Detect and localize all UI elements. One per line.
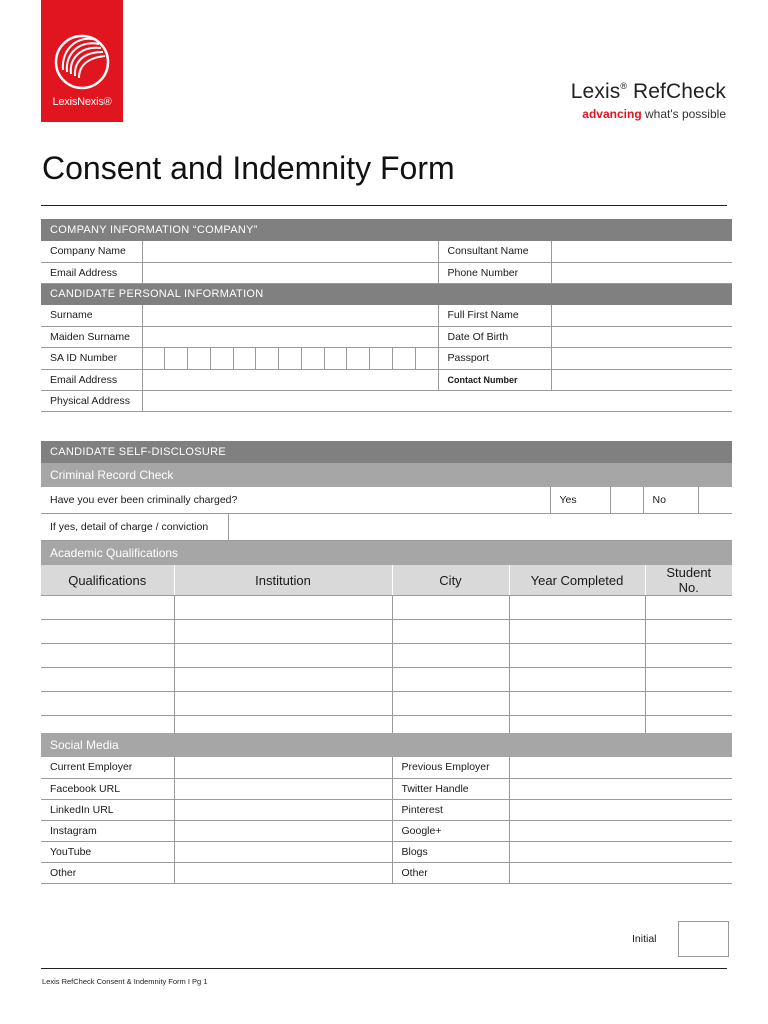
year-cell[interactable] [509, 620, 645, 644]
student-no-cell[interactable] [645, 668, 732, 692]
title-divider [41, 205, 727, 206]
first-name-label: Full First Name [438, 305, 551, 326]
pinterest-field[interactable] [509, 799, 732, 820]
blogs-field[interactable] [509, 841, 732, 862]
yes-checkbox[interactable] [610, 487, 643, 513]
footer-divider [41, 968, 727, 969]
passport-label: Passport [438, 347, 551, 369]
academic-table [41, 541, 732, 740]
company-name-field[interactable] [142, 241, 438, 262]
other-field-left[interactable] [174, 862, 392, 883]
maiden-surname-label: Maiden Surname [41, 326, 142, 347]
criminal-record-header: Criminal Record Check [41, 463, 732, 487]
qualification-cell[interactable] [41, 596, 174, 620]
consultant-name-field[interactable] [551, 241, 732, 262]
city-cell[interactable] [392, 644, 509, 668]
company-email-field[interactable] [142, 262, 438, 283]
col-student-no: Student No. [645, 565, 732, 596]
google-plus-field[interactable] [509, 820, 732, 841]
year-cell[interactable] [509, 596, 645, 620]
twitter-handle-label: Twitter Handle [392, 778, 509, 799]
institution-cell[interactable] [174, 620, 392, 644]
qualification-cell[interactable] [41, 668, 174, 692]
charge-detail-field[interactable] [228, 513, 732, 540]
col-qualifications: Qualifications [41, 565, 174, 596]
previous-employer-field[interactable] [509, 757, 732, 778]
logo-text: LexisNexis® [52, 96, 112, 108]
contact-number-field[interactable] [551, 369, 732, 390]
student-no-cell[interactable] [645, 644, 732, 668]
brand-tagline: advancing what's possible [582, 107, 726, 121]
sa-id-digit-boxes[interactable] [143, 348, 438, 369]
city-cell[interactable] [392, 668, 509, 692]
lexisnexis-emblem-icon [53, 30, 111, 92]
table-row [41, 596, 732, 620]
qualification-cell[interactable] [41, 644, 174, 668]
table-row [41, 644, 732, 668]
social-media-table [41, 733, 732, 884]
lexisnexis-logo [41, 0, 123, 122]
col-city: City [392, 565, 509, 596]
instagram-label: Instagram [41, 820, 174, 841]
no-label: No [643, 487, 698, 513]
consultant-name-label: Consultant Name [438, 241, 551, 262]
linkedin-url-field[interactable] [174, 799, 392, 820]
current-employer-field[interactable] [174, 757, 392, 778]
facebook-url-field[interactable] [174, 778, 392, 799]
dob-field[interactable] [551, 326, 732, 347]
sa-id-field[interactable] [142, 347, 438, 369]
maiden-surname-field[interactable] [142, 326, 438, 347]
student-no-cell[interactable] [645, 620, 732, 644]
page-title: Consent and Indemnity Form [42, 150, 455, 186]
youtube-label: YouTube [41, 841, 174, 862]
linkedin-url-label: LinkedIn URL [41, 799, 174, 820]
pinterest-label: Pinterest [392, 799, 509, 820]
institution-cell[interactable] [174, 596, 392, 620]
city-cell[interactable] [392, 620, 509, 644]
phone-number-field[interactable] [551, 262, 732, 283]
col-institution: Institution [174, 565, 392, 596]
blogs-label: Blogs [392, 841, 509, 862]
other-label-right: Other [392, 862, 509, 883]
student-no-cell[interactable] [645, 692, 732, 716]
company-name-label: Company Name [41, 241, 142, 262]
year-cell[interactable] [509, 668, 645, 692]
social-media-header: Social Media [41, 733, 732, 757]
candidate-email-label: Email Address [41, 369, 142, 390]
col-year-completed: Year Completed [509, 565, 645, 596]
sa-id-label: SA ID Number [41, 347, 142, 369]
facebook-url-label: Facebook URL [41, 778, 174, 799]
dob-label: Date Of Birth [438, 326, 551, 347]
institution-cell[interactable] [174, 692, 392, 716]
yes-label: Yes [550, 487, 610, 513]
institution-cell[interactable] [174, 644, 392, 668]
twitter-handle-field[interactable] [509, 778, 732, 799]
candidate-section-header: CANDIDATE PERSONAL INFORMATION [41, 283, 732, 305]
table-row [41, 668, 732, 692]
contact-number-label: Contact Number [438, 369, 551, 390]
qualification-cell[interactable] [41, 620, 174, 644]
physical-address-label: Physical Address [41, 390, 142, 411]
criminal-question-label: Have you ever been criminally charged? [41, 487, 550, 513]
surname-field[interactable] [142, 305, 438, 326]
company-email-label: Email Address [41, 262, 142, 283]
city-cell[interactable] [392, 692, 509, 716]
google-plus-label: Google+ [392, 820, 509, 841]
instagram-field[interactable] [174, 820, 392, 841]
refcheck-brand [571, 80, 726, 121]
company-section-header: COMPANY INFORMATION “COMPANY” [41, 219, 732, 241]
brand-name: Lexis® RefCheck [570, 80, 726, 103]
institution-cell[interactable] [174, 668, 392, 692]
year-cell[interactable] [509, 644, 645, 668]
surname-label: Surname [41, 305, 142, 326]
table-row [41, 692, 732, 716]
table-row [41, 620, 732, 644]
current-employer-label: Current Employer [41, 757, 174, 778]
academic-header: Academic Qualifications [41, 541, 732, 565]
student-no-cell[interactable] [645, 596, 732, 620]
candidate-email-field[interactable] [142, 369, 438, 390]
passport-field[interactable] [551, 347, 732, 369]
other-field-right[interactable] [509, 862, 732, 883]
company-candidate-table [41, 219, 732, 412]
qualification-cell[interactable] [41, 692, 174, 716]
physical-address-field[interactable] [142, 390, 732, 411]
youtube-field[interactable] [174, 841, 392, 862]
phone-number-label: Phone Number [438, 262, 551, 283]
initial-label: Initial [632, 933, 657, 945]
self-disclosure-table [41, 441, 732, 541]
year-cell[interactable] [509, 692, 645, 716]
initial-field[interactable] [678, 921, 729, 957]
first-name-field[interactable] [551, 305, 732, 326]
previous-employer-label: Previous Employer [392, 757, 509, 778]
page-footer: Lexis RefCheck Consent & Indemnity Form I Pg 1 [42, 977, 208, 986]
charge-detail-label: If yes, detail of charge / conviction [41, 513, 228, 540]
city-cell[interactable] [392, 596, 509, 620]
self-disclosure-header: CANDIDATE SELF-DISCLOSURE [41, 441, 732, 463]
no-checkbox[interactable] [698, 487, 732, 513]
other-label-left: Other [41, 862, 174, 883]
